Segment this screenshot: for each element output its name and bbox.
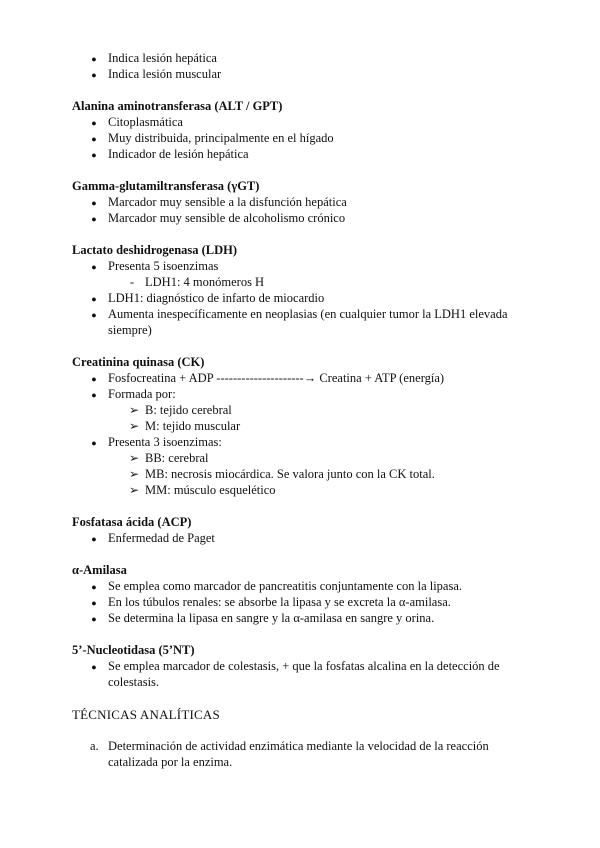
enumeration-letter: a. (90, 739, 99, 753)
section-heading-amylase: α-Amilasa (72, 563, 127, 577)
section-heading-ldh: Lactato deshidrogenasa (LDH) (72, 243, 238, 257)
list-item: Aumenta inespecíficamente en neoplasias (en cualquier tumor la LDH1 elevada (108, 307, 508, 321)
bullet-icon: ● (91, 70, 97, 80)
list-item: Presenta 3 isoenzimas: (108, 435, 222, 449)
sub-list-item: BB: cerebral (145, 451, 209, 465)
bullet-icon: ● (91, 118, 97, 128)
bullet-icon: ● (91, 582, 97, 592)
list-item-continuation: siempre) (108, 323, 152, 337)
bullet-icon: ● (91, 438, 97, 448)
list-item: Citoplasmática (108, 115, 183, 129)
bullet-icon: ● (91, 54, 97, 64)
bullet-icon: ● (91, 534, 97, 544)
list-item: Formada por: (108, 387, 176, 401)
list-item: Fosfocreatina + ADP ---------------------→ Creatina + ATP (energía) (108, 371, 445, 385)
bullet-icon: ● (91, 262, 97, 272)
list-item: Indicador de lesión hepática (108, 147, 249, 161)
sub-list-item: LDH1: 4 monómeros H (145, 275, 265, 289)
list-item: Indica lesión muscular (108, 67, 222, 81)
list-item: Indica lesión hepática (108, 51, 217, 65)
bullet-icon: ● (91, 598, 97, 608)
arrow-bullet-icon: ➢ (128, 419, 140, 433)
list-item: Se determina la lipasa en sangre y la α-amilasa en sangre y orina. (108, 611, 435, 625)
bullet-icon: ● (91, 150, 97, 160)
arrow-bullet-icon: ➢ (128, 403, 140, 417)
list-item: Marcador muy sensible a la disfunción hepática (108, 195, 347, 209)
list-item: Muy distribuida, principalmente en el hígado (108, 131, 334, 145)
bullet-icon: ● (91, 198, 97, 208)
bullet-icon: ● (91, 214, 97, 224)
section-heading-acp: Fosfatasa ácida (ACP) (72, 515, 192, 529)
list-item-continuation: catalizada por la enzima. (108, 755, 233, 769)
list-item: En los túbulos renales: se absorbe la lipasa y se excreta la α-amilasa. (108, 595, 451, 609)
dash-marker: - (129, 275, 135, 289)
list-item: Se emplea marcador de colestasis, + que la fosfatas alcalina en la detección de (108, 659, 500, 673)
list-item: Determinación de actividad enzimática mediante la velocidad de la reacción (108, 739, 489, 753)
list-item: Marcador muy sensible de alcoholismo crónico (108, 211, 346, 225)
arrow-bullet-icon: ➢ (128, 451, 140, 465)
bullet-icon: ● (91, 310, 97, 320)
bullet-icon: ● (91, 614, 97, 624)
list-item: LDH1: diagnóstico de infarto de miocardio (108, 291, 325, 305)
list-item: Presenta 5 isoenzimas (108, 259, 219, 273)
sub-list-item: MB: necrosis miocárdica. Se valora junto con la CK total. (145, 467, 435, 481)
sub-list-item: B: tejido cerebral (145, 403, 232, 417)
arrow-bullet-icon: ➢ (128, 483, 140, 497)
sub-list-item: MM: músculo esquelético (145, 483, 276, 497)
list-item: Enfermedad de Paget (108, 531, 215, 545)
section-title-techniques: TÉCNICAS ANALÍTICAS (72, 707, 220, 722)
sub-list-item: M: tejido muscular (145, 419, 241, 433)
bullet-icon: ● (91, 662, 97, 672)
section-heading-ck: Creatinina quinasa (CK) (72, 355, 205, 369)
bullet-icon: ● (91, 374, 97, 384)
bullet-icon: ● (91, 294, 97, 304)
section-heading-ggt: Gamma-glutamiltransferasa (γGT) (72, 179, 260, 193)
section-heading-nucleotidase: 5’-Nucleotidasa (5’NT) (72, 643, 195, 657)
arrow-bullet-icon: ➢ (128, 467, 140, 481)
list-item: Se emplea como marcador de pancreatitis conjuntamente con la lipasa. (108, 579, 463, 593)
list-item-continuation: colestasis. (108, 675, 160, 689)
bullet-icon: ● (91, 134, 97, 144)
section-heading-alt: Alanina aminotransferasa (ALT / GPT) (72, 99, 283, 113)
bullet-icon: ● (91, 390, 97, 400)
